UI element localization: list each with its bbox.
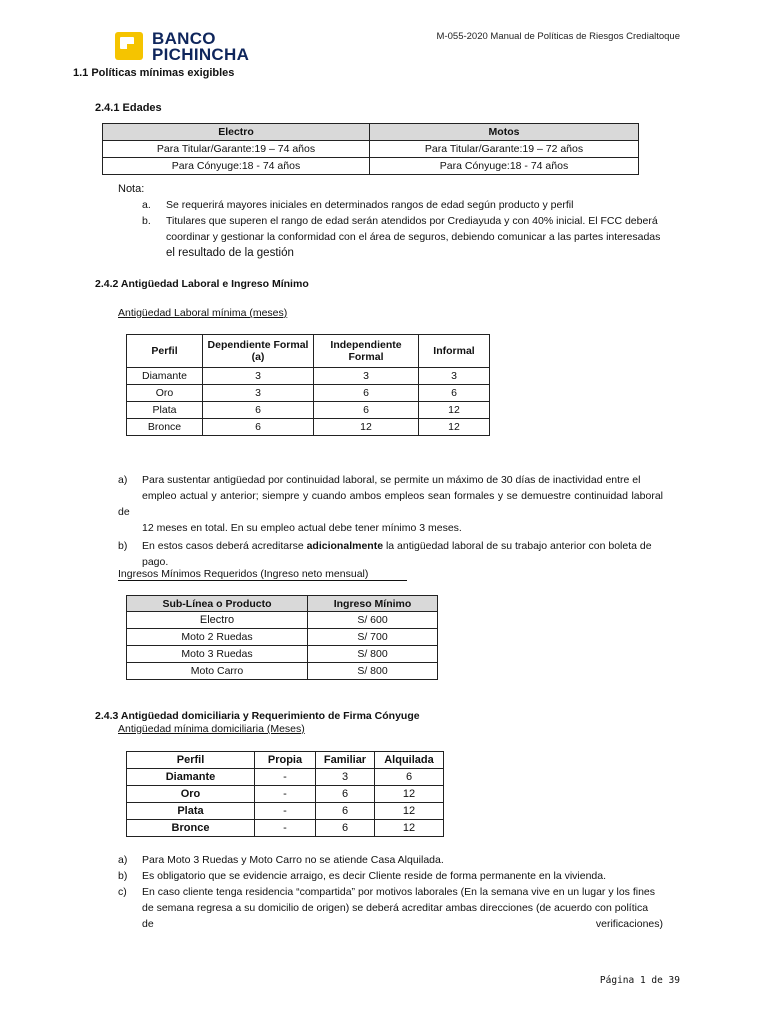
note-text: verificaciones) (595, 918, 663, 930)
ingresos-table (126, 595, 438, 680)
table-cell: Para Cónyuge:18 - 74 años (103, 158, 370, 175)
table-cell: 6 (375, 769, 444, 786)
table-cell: 3 (203, 385, 314, 402)
antiguedad-subtitle: Antigüedad Laboral mínima (meses) (118, 307, 288, 319)
table-cell: 6 (203, 419, 314, 436)
table-row (127, 820, 444, 837)
list-marker: c) (118, 886, 127, 898)
note-text: la antigüedad laboral de su trabajo anterior con boleta de (383, 540, 652, 552)
table-cell: 6 (314, 385, 419, 402)
table-cell: Moto Carro (127, 663, 308, 680)
section-1-1-title: 1.1 Políticas mínimas exigibles (73, 67, 235, 79)
edades-notes (118, 181, 663, 261)
table-cell: Diamante (127, 368, 203, 385)
note-text: de (142, 918, 154, 930)
domiciliaria-header-propia: Propia (255, 752, 316, 769)
table-cell: 6 (316, 786, 375, 803)
note-text: Titulares que superen el rango de edad serán atendidos por Crediayuda y con 40% inicial. El FCC deberá (166, 215, 658, 227)
edades-table (102, 123, 639, 175)
table-row (127, 419, 490, 436)
table-cell: 12 (419, 402, 490, 419)
table-cell: S/ 800 (308, 663, 438, 680)
note-text: empleo actual y anterior; siempre y cuando ambos empleos sean formales y se demuestre continuidad laboral de (118, 490, 663, 518)
note-text: En caso cliente tenga residencia “compartida” por motivos laborales (En la semana vive en un lugar y los fines (142, 886, 656, 898)
edades-header-motos: Motos (370, 124, 639, 141)
list-item (118, 868, 663, 884)
table-cell: 6 (203, 402, 314, 419)
note-text: coordinar y gestionar la conformidad con el área de seguros, debiendo comunicar a las partes interesadas (166, 231, 661, 243)
domiciliaria-notes (118, 852, 663, 932)
table-cell: 6 (419, 385, 490, 402)
list-marker: a) (118, 854, 128, 866)
list-marker: a. (142, 199, 151, 211)
document-title: M-055-2020 Manual de Políticas de Riesgos Credialtoque (436, 31, 680, 42)
note-text: Es obligatorio que se evidencie arraigo, es decir Cliente reside de forma permanente en la vivienda. (142, 870, 607, 882)
table-cell: S/ 600 (308, 612, 438, 629)
domiciliaria-table (126, 751, 444, 837)
table-cell: Para Titular/Garante:19 – 74 años (103, 141, 370, 158)
table-cell: Diamante (127, 769, 255, 786)
brand-line-1: BANCO (152, 29, 216, 48)
table-row (127, 402, 490, 419)
list-item (118, 213, 663, 261)
table-cell: - (255, 786, 316, 803)
antiguedad-header-informal: Informal (419, 335, 490, 368)
table-cell: Moto 2 Ruedas (127, 629, 308, 646)
table-row (127, 803, 444, 820)
note-text: Para Moto 3 Ruedas y Moto Carro no se atiende Casa Alquilada. (142, 854, 444, 866)
table-row (103, 141, 639, 158)
table-row (127, 646, 438, 663)
antiguedad-notes (118, 472, 663, 570)
table-cell: 3 (316, 769, 375, 786)
note-text: el resultado de la gestión (166, 247, 294, 259)
antiguedad-title: 2.4.2 Antigüedad Laboral e Ingreso Mínimo (95, 278, 309, 290)
table-row (103, 158, 639, 175)
edades-title: 2.4.1 Edades (95, 102, 162, 114)
table-cell: 12 (375, 786, 444, 803)
table-cell: Electro (127, 612, 308, 629)
note-text: de semana regresa a su domicilio de origen) se deberá acreditar ambas direcciones (de acuerdo con política (142, 902, 649, 914)
list-item (118, 538, 663, 570)
table-cell: 6 (316, 820, 375, 837)
ingresos-header-ingreso: Ingreso Mínimo (308, 596, 438, 612)
table-cell: 12 (375, 820, 444, 837)
list-marker: b) (118, 540, 128, 552)
page-number: Página 1 de 39 (599, 975, 680, 986)
table-cell: 3 (203, 368, 314, 385)
table-cell: Plata (127, 402, 203, 419)
table-cell: - (255, 803, 316, 820)
note-text: Se requerirá mayores iniciales en determinados rangos de edad según producto y perfil (166, 199, 574, 211)
table-row (127, 663, 438, 680)
nota-label: Nota: (118, 183, 145, 195)
table-row (127, 612, 438, 629)
list-marker: b) (118, 870, 128, 882)
table-cell: 6 (316, 803, 375, 820)
table-cell: 12 (419, 419, 490, 436)
table-cell: 12 (375, 803, 444, 820)
table-cell: Bronce (127, 419, 203, 436)
brand-line-2: PICHINCHA (152, 45, 250, 64)
table-cell: - (255, 769, 316, 786)
note-text: En estos casos deberá acreditarse (142, 540, 307, 552)
table-cell: 6 (314, 402, 419, 419)
list-item (118, 197, 663, 213)
domiciliaria-subtitle: Antigüedad mínima domiciliaria (Meses) (118, 723, 305, 735)
antiguedad-header-independiente: Independiente Formal (314, 335, 419, 368)
table-cell: S/ 700 (308, 629, 438, 646)
table-cell: 12 (314, 419, 419, 436)
table-cell: Bronce (127, 820, 255, 837)
table-cell: 3 (419, 368, 490, 385)
domiciliaria-header-familiar: Familiar (316, 752, 375, 769)
note-bold-text: adicionalmente (306, 540, 384, 552)
note-text: Para sustentar antigüedad por continuidad laboral, se permite un máximo de 30 días de inactividad entre el (142, 474, 641, 486)
ingresos-header-producto: Sub-Línea o Producto (127, 596, 308, 612)
antiguedad-header-dependiente: Dependiente Formal (a) (203, 335, 314, 368)
table-cell: Moto 3 Ruedas (127, 646, 308, 663)
domiciliaria-header-perfil: Perfil (127, 752, 255, 769)
table-cell: Para Cónyuge:18 - 74 años (370, 158, 639, 175)
list-item (118, 472, 663, 536)
brand-logo-icon (115, 32, 143, 60)
list-item (118, 852, 663, 868)
note-text: pago. (142, 556, 169, 568)
table-cell: Oro (127, 385, 203, 402)
table-row (127, 769, 444, 786)
list-marker: b. (142, 215, 151, 227)
table-cell: - (255, 820, 316, 837)
ingresos-subtitle: Ingresos Mínimos Requeridos (Ingreso neto mensual) (118, 568, 407, 581)
table-row (127, 385, 490, 402)
note-text: 12 meses en total. En su empleo actual debe tener mínimo 3 meses. (142, 522, 462, 534)
table-row (127, 629, 438, 646)
edades-header-electro: Electro (103, 124, 370, 141)
table-row (127, 786, 444, 803)
domiciliaria-title: 2.4.3 Antigüedad domiciliaria y Requerimiento de Firma Cónyuge (95, 710, 420, 722)
domiciliaria-header-alquilada: Alquilada (375, 752, 444, 769)
table-cell: Oro (127, 786, 255, 803)
table-cell: S/ 800 (308, 646, 438, 663)
list-item (118, 884, 663, 932)
table-cell: Plata (127, 803, 255, 820)
list-marker: a) (118, 474, 128, 486)
table-cell: 3 (314, 368, 419, 385)
antiguedad-table (126, 334, 490, 436)
brand-name (152, 31, 249, 63)
table-row (127, 368, 490, 385)
table-cell: Para Titular/Garante:19 – 72 años (370, 141, 639, 158)
antiguedad-header-perfil: Perfil (127, 335, 203, 368)
